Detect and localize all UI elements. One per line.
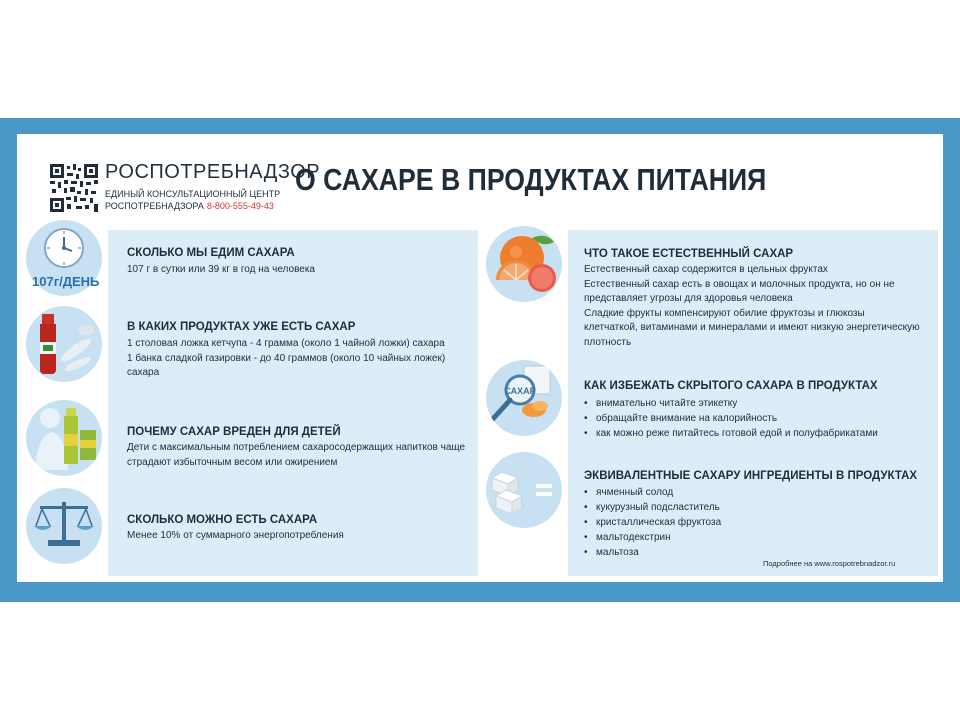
poster-title: О САХАРЕ В ПРОДУКТАХ ПИТАНИЯ	[295, 162, 767, 197]
magnifier-sugar-icon	[486, 360, 562, 436]
section-text	[127, 263, 315, 278]
consult-centre-line2	[105, 201, 274, 211]
text-line: Сладкие фрукты компенсируют обилие фруктозы и глюкозы	[584, 307, 865, 319]
bullet-list	[584, 396, 878, 441]
text-line: 1 банка сладкой газировки - до 40 граммов (около 10 чайных ложек)	[127, 352, 446, 364]
list-item: • мальтоза	[584, 545, 721, 560]
list-item: • как можно реже питайтесь готовой едой и полуфабрикатами	[584, 426, 878, 441]
text-line: Естественный сахар есть в овощах и молочных продукта, но он не	[584, 278, 895, 290]
section-text	[127, 441, 465, 470]
child-juice-icon	[26, 400, 102, 476]
text-line: Менее 10% от суммарного энергопотребления	[127, 530, 344, 541]
section-text	[127, 529, 344, 544]
text-line: 107 г в сутки или 39 кг в год на человека	[127, 264, 315, 275]
section-text	[584, 263, 920, 350]
ketchup-bottle-icon	[26, 306, 102, 382]
text-line: сахара	[127, 367, 160, 378]
section-heading: ЧТО ТАКОЕ ЕСТЕСТВЕННЫЙ САХАР	[584, 248, 794, 260]
list-item: • ячменный солод	[584, 485, 721, 500]
daily-intake-badge: 107г/ДЕНЬ	[32, 274, 100, 289]
text-line: 1 столовая ложка кетчупа - 4 грамма (около 1 чайной ложки) сахара	[127, 338, 445, 349]
sugar-label: САХАР	[504, 386, 536, 396]
consult-centre-name: РОСПОТРЕБНАДЗОРА	[105, 201, 204, 211]
text-line: клетчаткой, витаминами и минералами и имеют низкую энергетическую	[584, 322, 920, 333]
list-item: • кукурузный подсластитель	[584, 500, 721, 515]
section-heading: ПОЧЕМУ САХАР ВРЕДЕН ДЛЯ ДЕТЕЙ	[127, 426, 341, 438]
brand-name: РОСПОТРЕБНАДЗОР	[105, 161, 321, 183]
qr-code-icon	[50, 164, 98, 212]
sugar-cubes-icon	[486, 452, 562, 528]
list-item: • мальтодекстрин	[584, 530, 721, 545]
list-item: • кристаллическая фруктоза	[584, 515, 721, 530]
consult-centre-line1: ЕДИНЫЙ КОНСУЛЬТАЦИОННЫЙ ЦЕНТР	[105, 189, 281, 199]
section-heading: КАК ИЗБЕЖАТЬ СКРЫТОГО САХАРА В ПРОДУКТАХ	[584, 380, 878, 392]
text-line: Дети с максимальным потреблением сахаросодержащих напитков чаще	[127, 442, 466, 453]
grapefruit-icon	[486, 226, 562, 302]
bullet-list	[584, 485, 721, 560]
hotline-phone: 8-800-555-49-43	[206, 201, 274, 211]
section-text	[127, 337, 445, 381]
section-heading: СКОЛЬКО МЫ ЕДИМ САХАРА	[127, 247, 295, 259]
text-line: плотность	[584, 336, 632, 348]
text-line: Естественный сахар содержится в цельных фруктах	[584, 264, 828, 275]
list-item: • обращайте внимание на калорийность	[584, 411, 878, 426]
section-heading: ЭКВИВАЛЕНТНЫЕ САХАРУ ИНГРЕДИЕНТЫ В ПРОДУКТАХ	[584, 470, 918, 482]
scales-icon	[26, 488, 102, 564]
section-heading: СКОЛЬКО МОЖНО ЕСТЬ САХАРА	[127, 514, 318, 526]
section-heading: В КАКИХ ПРОДУКТАХ УЖЕ ЕСТЬ САХАР	[127, 321, 356, 333]
more-info-link[interactable]: Подробнее на www.rospotrebnadzor.ru	[763, 559, 896, 568]
list-item: • внимательно читайте этикетку	[584, 396, 878, 411]
text-line: представляет угрозы для здоровья человека	[584, 293, 793, 304]
text-line: страдают избыточным весом или ожирением	[127, 456, 338, 468]
